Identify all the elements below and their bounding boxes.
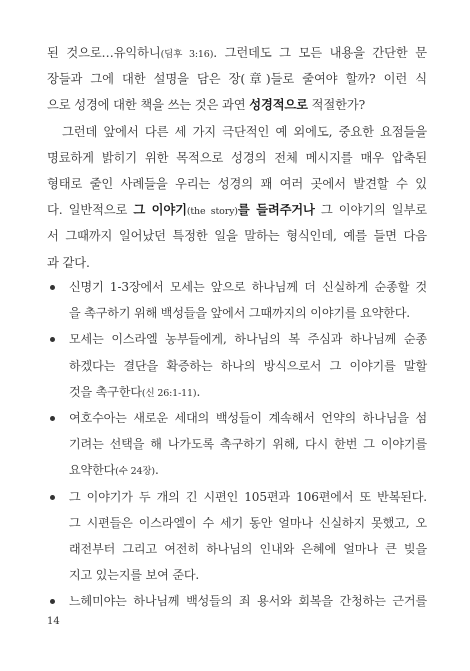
text-line [69,379,427,405]
text-line: 서 그때까지 일어났던 특정한 일을 말하는 형식인데, 예를 들면 다음 [47,229,427,244]
text-line [47,197,427,223]
english-gloss: (the story) [186,206,238,218]
scripture-reference: (신 26:1-11) [141,387,197,399]
text-line: 을 촉구하기 위해 백성들을 앞에서 그때까지의 이야기를 요약한다. [69,306,410,321]
bullet-icon [50,495,55,500]
list-item [47,274,427,326]
text-line: 기려는 선택을 해 나가도록 촉구하기 위해, 다시 한번 그 이야기를 [69,437,427,452]
text-line: 형태로 줄인 사례들을 우리는 성경의 꽤 여러 곳에서 발견할 수 있 [47,176,427,191]
text-line: 그 이야기가 두 개의 긴 시편인 105편과 106편에서 또 반복된다. [69,489,427,504]
summary-bullet-list [47,274,427,614]
text-segment: 으로 성경에 대한 책을 쓰는 것은 과연 [47,98,250,113]
text-line: 과 같다. [47,255,90,270]
text-line: 신명기 1-3장에서 모세는 앞으로 하나님께 더 신실하게 순종할 것 [69,280,427,294]
text-line: 하겠다는 결단을 확증하는 하나의 방식으로서 그 이야기를 말할 [69,358,427,373]
text-line [47,40,427,66]
text-segment: 다. 일반적으로 [47,203,134,218]
emphasis-term: 그 이야기 [133,202,187,218]
page-number: 14 [47,616,60,627]
text-segment: 그런데 앞에서 다른 세 가지 극단적인 예 외에도, 중요한 요점들을 [62,124,427,139]
text-segment: 요약한다 [69,463,116,478]
text-line: 래전부터 그리고 여전히 하나님의 인내와 은혜에 얼마나 큰 빚을 [69,541,427,556]
text-line: 장들과 그에 대한 설명을 담은 장(章)들로 줄여야 할까? 이런 식 [47,72,427,87]
scripture-reference: (딤후 3:16) [160,49,214,60]
intro-paragraph-1 [47,40,427,119]
list-item [47,405,427,484]
text-line: 모세는 이스라엘 농부들에게, 하나님의 복 주심과 하나님께 순종 [69,332,427,347]
bullet-icon [50,416,55,421]
text-segment: 그 이야기의 일부로 [314,203,427,218]
text-segment: . [154,463,159,478]
list-item [47,588,427,614]
text-line: 명료하게 밝히기 위한 목적으로 성경의 전체 메시지를 매우 압축된 [47,150,427,165]
text-line: 느헤미야는 하나님께 백성들의 죄 용서와 회복을 간청하는 근거를 [69,594,427,609]
scripture-reference: (수 24장) [115,466,155,478]
text-segment: 적절한가? [307,98,366,113]
text-line: 여호수아는 새로운 세대의 백성들이 계속해서 언약의 하나님을 섬 [69,410,427,425]
text-segment: 것을 촉구한다 [69,384,142,399]
text-line [47,92,427,118]
text-line: 지고 있는지를 보여 준다. [69,568,200,583]
list-item [47,326,427,405]
text-segment: . [196,384,201,399]
text-line [69,457,427,483]
text-segment: . 그런데도 그 모든 내용을 간단한 문 [213,46,427,60]
list-item [47,484,427,589]
text-line [47,119,427,145]
emphasis-term: 성경적으로 [249,97,308,113]
intro-paragraph-2 [47,119,427,276]
bullet-icon [50,599,55,604]
bullet-icon [50,285,55,290]
bullet-icon [50,337,55,342]
emphasis-term: 를 들려주거나 [237,202,315,218]
text-segment: 된 것으로…유익하니 [47,46,161,60]
text-line: 그 시편들은 이스라엘이 수 세기 동안 얼마나 신실하지 못했고, 오 [69,515,427,530]
